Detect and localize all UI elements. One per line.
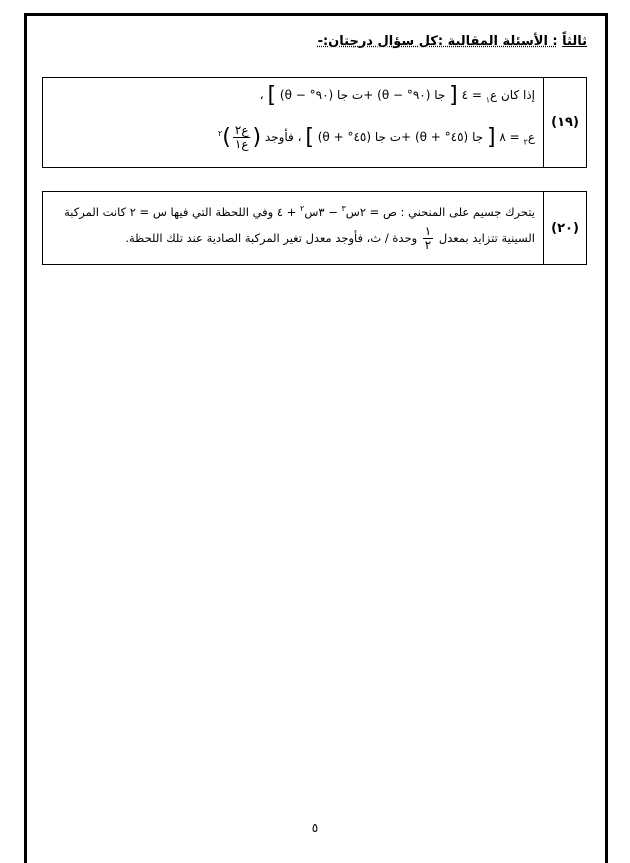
q19-frac-power: ٢ [217,129,223,139]
question-19-line-1 [51,82,535,113]
question-20-line-1 [51,196,535,225]
question-20-body [43,192,543,264]
question-19-line-2 [51,121,535,155]
q19-l1-sub: ١ [485,95,491,105]
page-number: ٥ [311,821,319,835]
q19-l2-plus-t: +ت جا [374,130,412,145]
q19-l2-find: ، فأوجد [261,130,302,145]
q20-l2-b: وحدة / ث، فأوجد معدل تغير المركبة الصادية عند تلك اللحظة. [125,230,421,245]
section-heading [318,34,587,49]
q19-fraction [233,124,251,151]
q19-l1-term1: جا [434,88,446,102]
question-19-body [43,78,543,167]
q19-frac-num: ع٢ [234,123,249,138]
q19-frac-close-paren: ) [222,125,231,151]
q20-pow2: ٢ [300,204,305,213]
q19-l2-left-bracket: [ [486,125,496,151]
q19-l1-paren1: (٩٠° − θ) [377,88,431,102]
q20-fraction [423,225,433,252]
q19-l2-sub: ٢ [523,137,528,147]
q19-l1-left-bracket: [ [449,83,458,108]
q20-frac-num: ١ [424,223,432,238]
q19-l2-paren2: (٤٥° + θ) [317,130,372,145]
q19-l1-intro: إذا كان ع [490,88,535,102]
q20-l1-a: يتحرك جسيم على المنحني : ص = ٢س [345,204,535,219]
q19-l1-tail: ، [259,88,264,102]
q19-frac-open-paren: ( [252,125,262,151]
q19-l2-right-bracket: ] [305,125,314,151]
question-19-number: (١٩) [543,78,586,167]
question-20-line-2 [51,225,535,252]
q20-l2-a: السينية تتزايد بمعدل [435,230,535,245]
q20-l1-c: + ٤ وفي اللحظة التي فيها س = ٢ كانت المركبة [64,204,301,219]
q19-l2-paren1: (٤٥° + θ) [414,130,469,145]
question-19-box [42,77,587,168]
q19-l2-term1: جا [472,130,484,145]
q19-l2-eq: = ٨ [499,130,524,145]
q19-l1-right-bracket: ] [267,83,277,108]
q19-frac-den: ع١ [234,137,249,152]
section-heading-lead: ثالثاً [562,34,587,49]
q20-frac-den: ٢ [424,237,432,252]
section-heading-rest: : الأسئلة المقالية :كل سؤال درجتان:- [317,34,558,49]
q19-l1-paren2: (٩٠° − θ) [279,88,334,102]
question-20-box [42,191,587,265]
q19-l1-eq: = ٤ [461,88,486,102]
q20-pow3: ٣ [341,204,346,213]
q19-l1-plus-t: +ت جا [337,88,374,102]
question-20-number: (٢٠) [543,192,586,264]
q19-l2-intro: ع [527,130,535,145]
q20-l1-b: − ٣س [304,204,342,219]
